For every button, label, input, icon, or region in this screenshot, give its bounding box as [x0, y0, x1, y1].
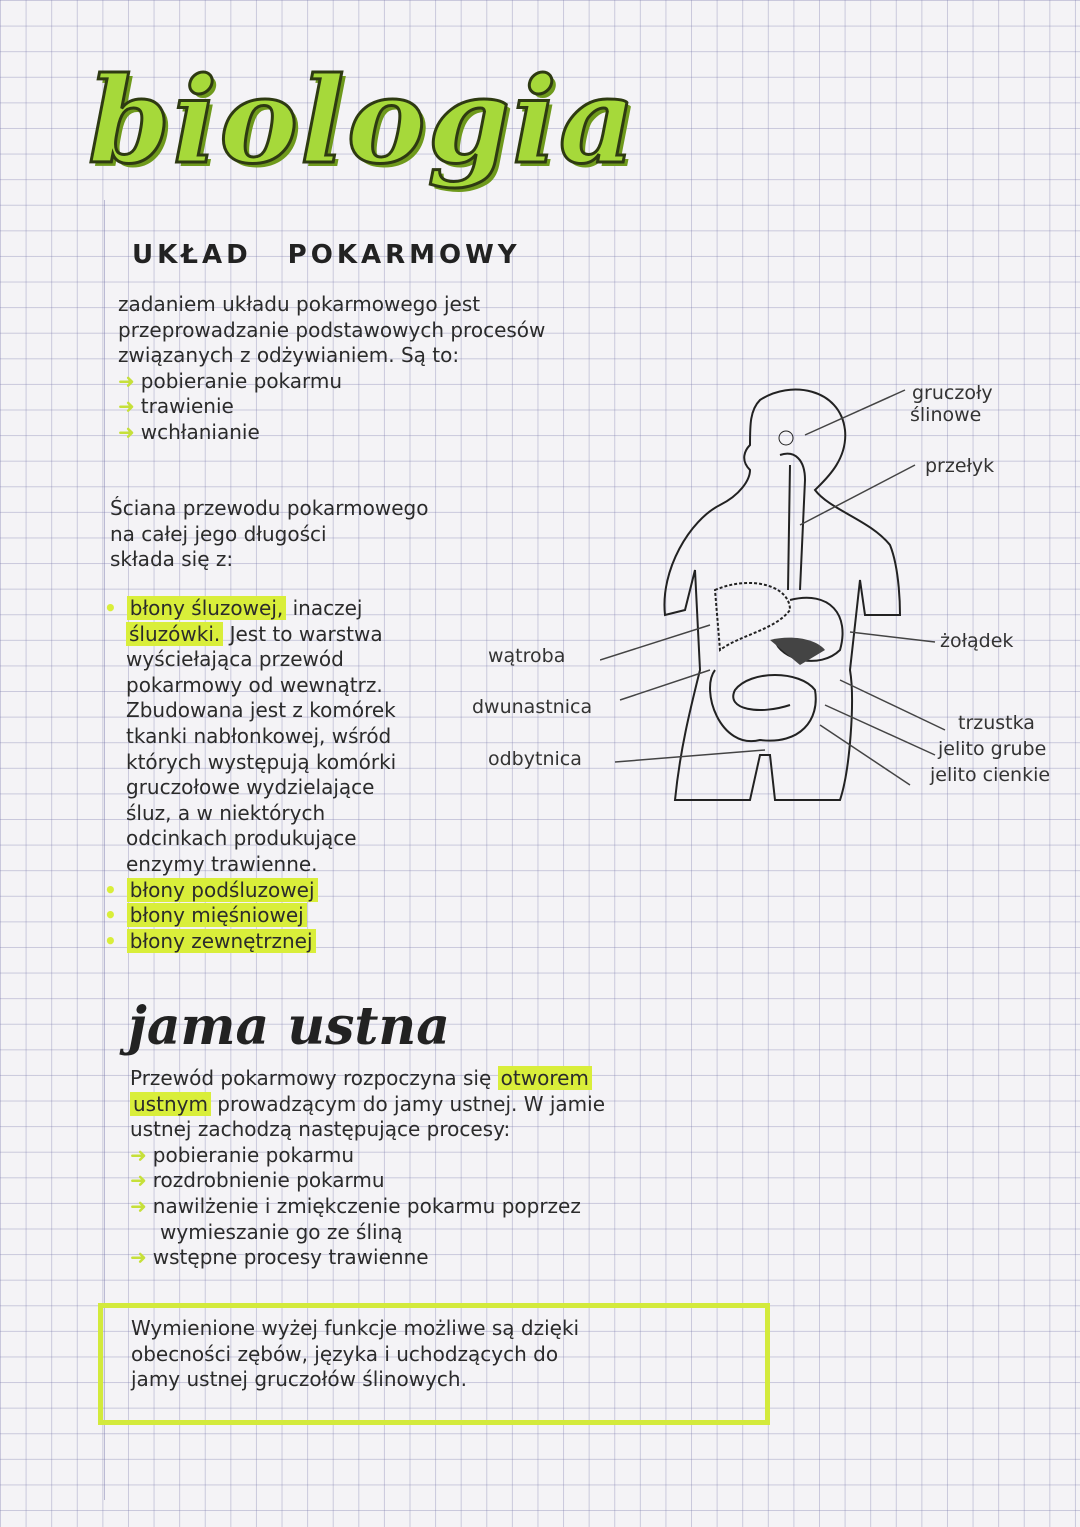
list-item: ➜ trawienie — [118, 394, 234, 419]
text-line: zadaniem układu pokarmowego jest — [118, 292, 481, 316]
label-salivary-glands-2: ślinowe — [910, 404, 982, 426]
intestines — [710, 670, 816, 741]
label-large-intestine: jelito grube — [938, 738, 1047, 760]
wall-paragraph: Ściana przewodu pokarmowego na całej jego długości składa się z: — [110, 496, 429, 572]
arrow-icon: ➜ — [130, 1168, 147, 1193]
list-item: ➜ wstępne procesy trawienne — [130, 1245, 429, 1270]
label-esophagus: przełyk — [925, 455, 995, 477]
bullet-icon: • — [104, 903, 117, 928]
list-item: • błony śluzowej, inaczej — [104, 596, 363, 620]
label-salivary-glands: gruczoły — [912, 382, 993, 404]
list-item: • błony podśluzowej — [126, 878, 396, 904]
list-item: ➜ pobieranie pokarmu — [118, 368, 343, 393]
text-line: przeprowadzanie podstawowych procesów — [118, 317, 546, 342]
intro-paragraph — [118, 292, 545, 446]
bullet-icon: • — [104, 596, 117, 620]
label-duodenum: dwunastnica — [472, 696, 593, 718]
heading-word: POKARMOWY — [287, 240, 521, 270]
section-heading — [132, 240, 557, 270]
list-item: ➜ nawilżenie i zmiękczenie pokarmu poprzez — [130, 1193, 581, 1218]
arrow-icon: ➜ — [118, 394, 135, 419]
list-item: ➜ pobieranie pokarmu — [130, 1142, 355, 1167]
arrow-icon: ➜ — [130, 1142, 147, 1167]
list-item: ➜ rozdrobnienie pokarmu — [130, 1168, 385, 1193]
bullet-icon: • — [104, 877, 117, 902]
page-title: biologia — [88, 51, 638, 190]
esophagus — [780, 454, 805, 590]
label-pancreas: trzustka — [958, 712, 1035, 734]
label-liver: wątroba — [488, 645, 566, 667]
text-line: związanych z odżywianiem. Są to: — [118, 343, 460, 368]
label-rectum: odbytnica — [488, 748, 582, 770]
list-item: • błony mięśniowej — [126, 903, 396, 929]
arrow-icon: ➜ — [118, 419, 135, 444]
jama-paragraph: Przewód pokarmowy rozpoczyna się otworem ustnym prowadzącym do jamy ustnej. W jamie ustnej zachodzą następujące procesy: ➜ pobieranie pokarmu ➜ rozdrobnienie pokarmu ➜ nawilżenie i zmiękczenie pokarmu poprzez wymieszanie go ze śliną ➜ wstępne procesy trawienne — [130, 1066, 605, 1270]
summary-box: Wymienione wyżej funkcje możliwe są dzięki obecności zębów, języka i uchodzących do jamy ustnej gruczołów ślinowych. — [98, 1303, 770, 1425]
arrow-icon: ➜ — [130, 1193, 147, 1218]
list-item: ➜ wchłanianie — [118, 419, 260, 444]
section-heading-jama-ustna: jama ustna — [128, 996, 450, 1057]
body-outline — [664, 390, 900, 800]
arrow-icon: ➜ — [118, 368, 135, 393]
layers-list: • błony śluzowej, inaczej śluzówki. Jest to warstwa wyściełająca przewód pokarmowy od wewnątrz. Zbudowana jest z komórek tkanki nabłonkowej, wśród których występują komórki gruczołowe wydzielające śluz, a w niektórych odcinkach produkujące enzymy trawienne. • błony podśluzowej • błony mięśniowej • błony zewnętrznej — [104, 596, 397, 953]
label-small-intestine: jelito cienkie — [930, 764, 1051, 786]
label-stomach: żołądek — [940, 630, 1014, 652]
heading-word: UKŁAD — [132, 240, 252, 270]
list-item: • błony zewnętrznej — [126, 929, 396, 955]
bullet-icon: • — [104, 928, 117, 953]
arrow-icon: ➜ — [130, 1245, 147, 1270]
